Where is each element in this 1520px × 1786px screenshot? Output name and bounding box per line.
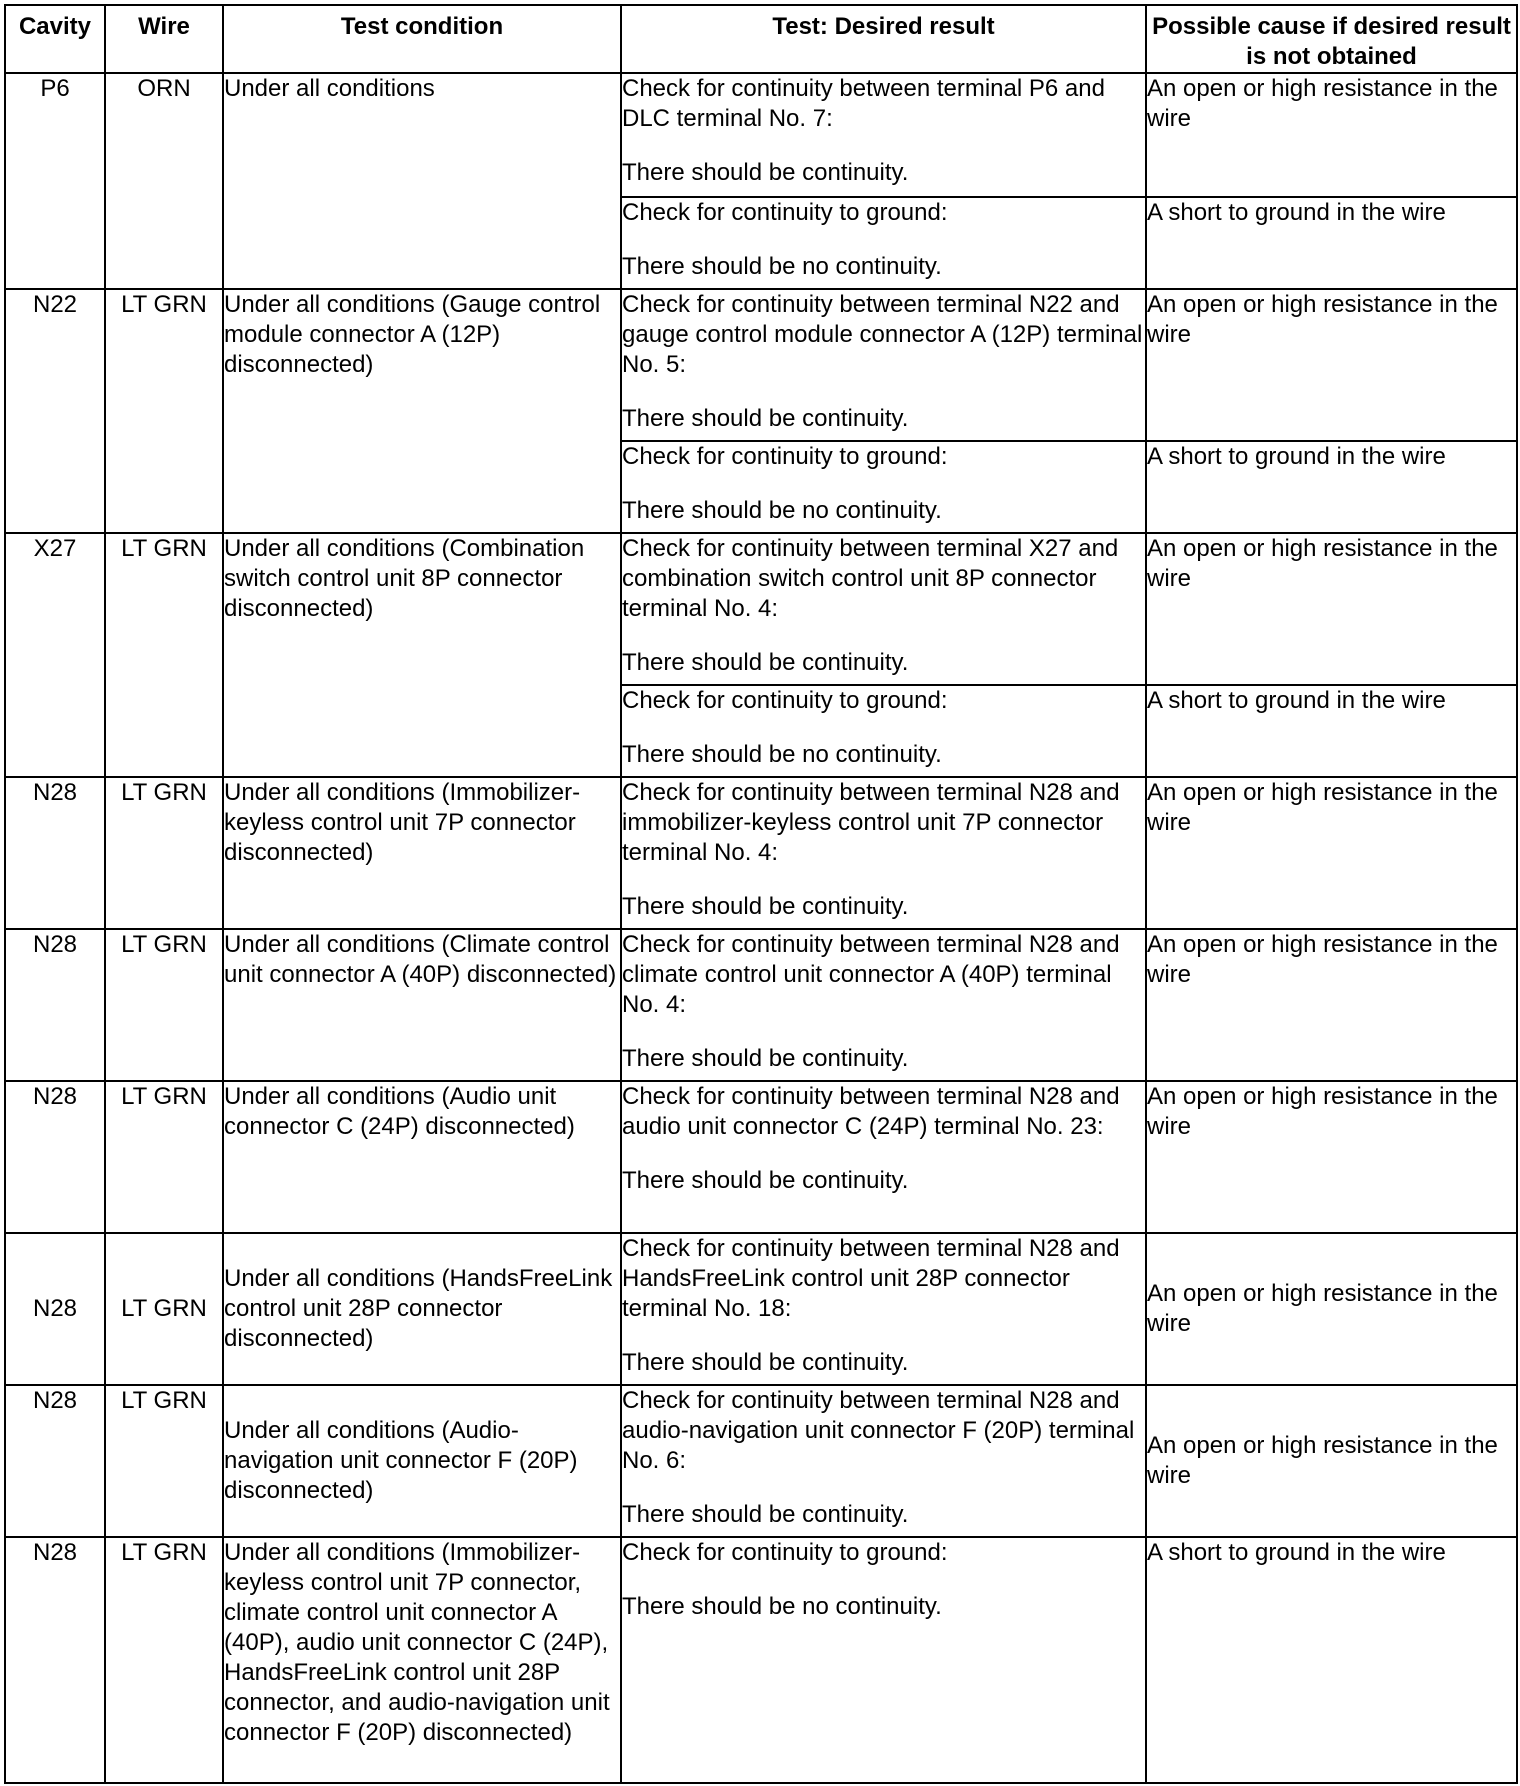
cavity-cell: N28 [5, 1385, 105, 1537]
test-check: Check for continuity between terminal X27 and combination switch control unit 8P connector terminal No. 4: [622, 535, 1119, 622]
test-cell [621, 289, 1146, 441]
table-row [5, 289, 1517, 441]
cause-cell: A short to ground in the wire [1146, 441, 1517, 533]
cause-cell: A short to ground in the wire [1146, 685, 1517, 777]
test-cell [621, 73, 1146, 197]
condition-cell: Under all conditions (HandsFreeLink control unit 28P connector disconnected) [223, 1233, 621, 1385]
wire-cell: LT GRN [105, 777, 223, 929]
condition-cell: Under all conditions (Immobilizer-keyless control unit 7P connector disconnected) [223, 777, 621, 929]
header-test: Test: Desired result [621, 5, 1146, 73]
test-cell [621, 1537, 1146, 1783]
condition-cell: Under all conditions (Immobilizer-keyless control unit 7P connector, climate control unit connector A (40P), audio unit connector C (24P), HandsFreeLink control unit 28P connector, and audio-navigation unit connector F (20P) disconnected) [223, 1537, 621, 1783]
test-cell [621, 1385, 1146, 1537]
cavity-cell: X27 [5, 533, 105, 777]
table-row [5, 533, 1517, 685]
test-result: There should be continuity. [622, 1349, 909, 1376]
test-result: There should be continuity. [622, 159, 909, 186]
condition-cell: Under all conditions (Combination switch control unit 8P connector disconnected) [223, 533, 621, 777]
test-cell [621, 929, 1146, 1081]
cavity-cell: N28 [5, 777, 105, 929]
test-check: Check for continuity between terminal N28 and immobilizer-keyless control unit 7P connector terminal No. 4: [622, 779, 1120, 866]
cavity-cell: N28 [5, 1233, 105, 1385]
wire-cell: LT GRN [105, 289, 223, 533]
test-result: There should be continuity. [622, 1501, 909, 1528]
test-cell [621, 777, 1146, 929]
header-cause: Possible cause if desired result is not obtained [1146, 5, 1517, 73]
test-check: Check for continuity between terminal N28 and HandsFreeLink control unit 28P connector terminal No. 18: [622, 1235, 1120, 1322]
wire-cell: LT GRN [105, 929, 223, 1081]
cause-cell: An open or high resistance in the wire [1146, 777, 1517, 929]
header-cavity: Cavity [5, 5, 105, 73]
cause-cell: An open or high resistance in the wire [1146, 289, 1517, 441]
table-row [5, 929, 1517, 1081]
test-result: There should be continuity. [622, 1167, 909, 1194]
condition-cell: Under all conditions (Climate control unit connector A (40P) disconnected) [223, 929, 621, 1081]
diagnostic-table [4, 4, 1518, 1784]
wire-cell: LT GRN [105, 1385, 223, 1537]
wire-cell: LT GRN [105, 1081, 223, 1233]
table-row [5, 73, 1517, 197]
table-row [5, 1537, 1517, 1783]
test-result: There should be no continuity. [622, 741, 942, 768]
test-cell [621, 533, 1146, 685]
test-check: Check for continuity to ground: [622, 1539, 948, 1566]
test-result: There should be no continuity. [622, 1593, 942, 1620]
test-result: There should be continuity. [622, 893, 909, 920]
test-result: There should be continuity. [622, 649, 909, 676]
cause-cell: A short to ground in the wire [1146, 197, 1517, 289]
test-cell [621, 441, 1146, 533]
test-cell [621, 197, 1146, 289]
table-row [5, 1233, 1517, 1385]
wire-cell: LT GRN [105, 1233, 223, 1385]
test-check: Check for continuity to ground: [622, 687, 948, 714]
cavity-cell: P6 [5, 73, 105, 289]
cause-cell: An open or high resistance in the wire [1146, 1233, 1517, 1385]
table-row [5, 1385, 1517, 1537]
wire-cell: ORN [105, 73, 223, 289]
test-check: Check for continuity to ground: [622, 199, 948, 226]
test-cell [621, 1081, 1146, 1233]
cause-cell: A short to ground in the wire [1146, 1537, 1517, 1783]
test-check: Check for continuity between terminal N28 and climate control unit connector A (40P) terminal No. 4: [622, 931, 1120, 1018]
test-result: There should be no continuity. [622, 253, 942, 280]
header-wire: Wire [105, 5, 223, 73]
cause-cell: An open or high resistance in the wire [1146, 533, 1517, 685]
condition-cell: Under all conditions (Gauge control module connector A (12P) disconnected) [223, 289, 621, 533]
test-result: There should be no continuity. [622, 497, 942, 524]
test-result: There should be continuity. [622, 1045, 909, 1072]
header-condition: Test condition [223, 5, 621, 73]
cavity-cell: N28 [5, 1537, 105, 1783]
condition-cell: Under all conditions (Audio-navigation unit connector F (20P) disconnected) [223, 1385, 621, 1537]
test-check: Check for continuity between terminal P6 and DLC terminal No. 7: [622, 75, 1105, 132]
test-check: Check for continuity between terminal N22 and gauge control module connector A (12P) terminal No. 5: [622, 291, 1143, 378]
cause-cell: An open or high resistance in the wire [1146, 1385, 1517, 1537]
test-check: Check for continuity between terminal N28 and audio unit connector C (24P) terminal No. 23: [622, 1083, 1120, 1140]
test-result: There should be continuity. [622, 405, 909, 432]
wire-cell: LT GRN [105, 1537, 223, 1783]
condition-cell: Under all conditions (Audio unit connector C (24P) disconnected) [223, 1081, 621, 1233]
condition-cell: Under all conditions [223, 73, 621, 289]
test-cell [621, 1233, 1146, 1385]
cavity-cell: N28 [5, 929, 105, 1081]
cause-cell: An open or high resistance in the wire [1146, 73, 1517, 197]
cause-cell: An open or high resistance in the wire [1146, 929, 1517, 1081]
test-cell [621, 685, 1146, 777]
cavity-cell: N22 [5, 289, 105, 533]
cause-cell: An open or high resistance in the wire [1146, 1081, 1517, 1233]
header-row [5, 5, 1517, 73]
table-row [5, 777, 1517, 929]
cavity-cell: N28 [5, 1081, 105, 1233]
table-row [5, 1081, 1517, 1233]
test-check: Check for continuity between terminal N28 and audio-navigation unit connector F (20P) terminal No. 6: [622, 1387, 1135, 1474]
test-check: Check for continuity to ground: [622, 443, 948, 470]
wire-cell: LT GRN [105, 533, 223, 777]
diagnostic-table-page [4, 4, 1516, 1784]
